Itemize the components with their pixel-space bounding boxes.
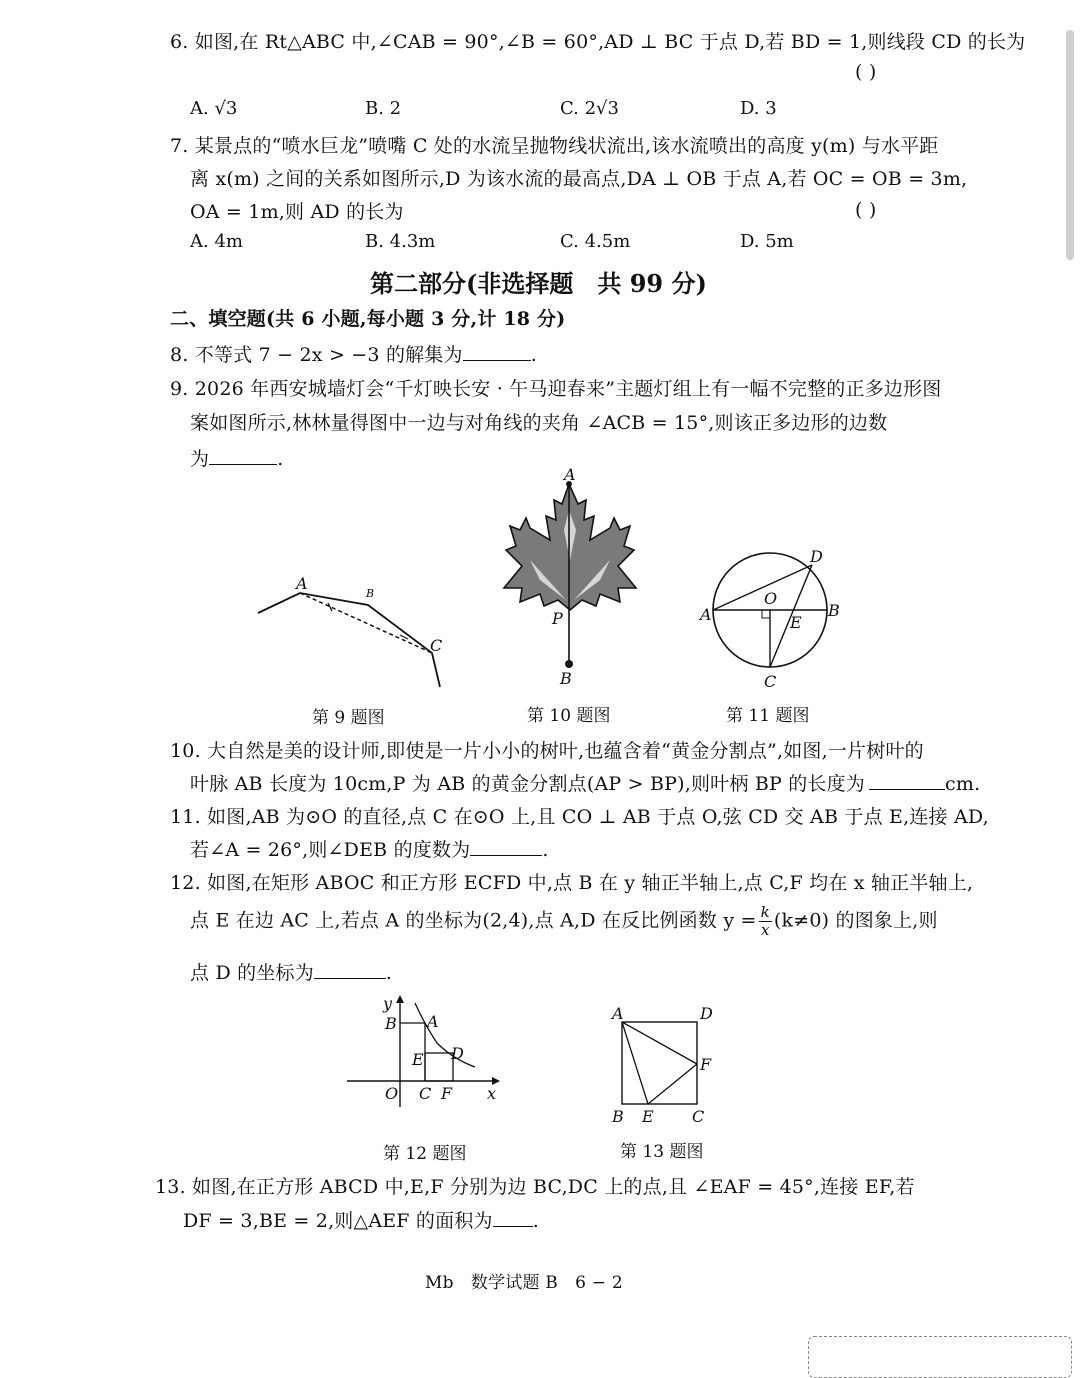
fig12-label-a: A [427, 1012, 439, 1031]
fig9-angle-mark [400, 635, 408, 639]
q11-answer-blank[interactable] [470, 839, 542, 856]
figure-11 [700, 547, 840, 691]
part2-heading: 第二部分(非选择题 共 99 分) [370, 269, 707, 298]
fig12-hyperbola [415, 1003, 475, 1067]
fig10-caption: 第 10 题图 [527, 706, 611, 726]
q12-stem-b: (k≠0) 的图象上,则 [773, 909, 938, 932]
q9-line1: 9. 2026 年西安城墙灯会“千灯映长安 · 午马迎春来”主题灯组上有一幅不完整的正多边形图 [170, 378, 942, 400]
fig13-caption: 第 13 题图 [620, 1142, 704, 1162]
fig13-square-abcd [622, 1022, 697, 1104]
q9-line3 [190, 444, 283, 471]
q8-text [170, 340, 537, 367]
fig12-label-y: y [383, 994, 393, 1013]
q6-option-c: C. 2√3 [560, 98, 619, 119]
q12-answer-blank[interactable] [314, 962, 386, 979]
fig10-label-p: P [552, 609, 563, 628]
fig12-y-arrow [396, 995, 404, 1003]
fig12-square-ecfd [425, 1053, 453, 1081]
fig12-label-d: D [451, 1044, 464, 1063]
fig9-label-c: C [430, 636, 443, 655]
q11-stem: 若∠A = 26°,则∠DEB 的度数为 [190, 839, 471, 861]
vertical-scrollbar[interactable] [1066, 30, 1074, 260]
fig11-label-e: E [790, 613, 802, 632]
figure-13 [608, 1002, 723, 1127]
q8-answer-blank[interactable] [463, 344, 531, 361]
q7-option-c: C. 4.5m [560, 231, 631, 252]
fig12-label-f: F [441, 1084, 453, 1103]
fig9-diagonal [300, 593, 432, 653]
q10-line2 [190, 769, 980, 796]
fig9-label-b-partial: B [366, 587, 375, 600]
fig12-label-o: O [385, 1084, 399, 1103]
fig12-label-e: E [412, 1050, 424, 1069]
section2-heading: 二、填空题(共 6 小题,每小题 3 分,计 18 分) [170, 308, 566, 330]
fig9-polygon-edges [258, 593, 443, 687]
fig11-label-d: D [810, 547, 823, 566]
fig13-label-f: F [700, 1055, 712, 1074]
q8-end: . [530, 344, 537, 366]
fig13-label-a: A [612, 1004, 624, 1023]
fig12-caption: 第 12 题图 [383, 1144, 467, 1164]
q7-line2: 离 x(m) 之间的关系如图所示,D 为该水流的最高点,DA ⊥ OB 于点 A,若 OC = OB = 3m, [190, 168, 968, 190]
fig9-label-a: A [296, 574, 308, 593]
q13-line2 [183, 1206, 539, 1233]
q13-stem: DF = 3,BE = 2,则△AEF 的面积为 [183, 1210, 493, 1232]
fig13-label-b: B [612, 1107, 624, 1126]
figure-10 [490, 465, 650, 690]
q7-line3: OA = 1m,则 AD 的长为 [190, 201, 404, 223]
q12-frac-num: k [760, 903, 770, 921]
fig13-label-c: C [692, 1107, 705, 1126]
q9-stem: 为 [190, 448, 210, 470]
page-footer: Mb 数学试题 B 6 − 2 [425, 1273, 623, 1293]
q12-stem-c: 点 D 的坐标为 [190, 962, 314, 984]
fig12-label-b: B [385, 1014, 397, 1033]
q6-option-d: D. 3 [740, 98, 777, 119]
fig11-label-b: B [828, 601, 840, 620]
q7-option-b: B. 4.3m [365, 231, 436, 252]
q9-answer-blank[interactable] [209, 448, 277, 465]
q10-line1: 10. 大自然是美的设计师,即使是一片小小的树叶,也蕴含着“黄金分割点”,如图,一片树叶的 [170, 740, 924, 762]
q11-line1: 11. 如图,AB 为⊙O 的直径,点 C 在⊙O 上,且 CO ⊥ AB 于点 O,弦 CD 交 AB 于点 E,连接 AD, [170, 806, 989, 828]
q12-fraction [759, 904, 772, 939]
q13-end: . [532, 1210, 539, 1232]
q7-line1: 7. 某景点的“喷水巨龙”喷嘴 C 处的水流呈抛物线状流出,该水流喷出的高度 y(m) 与水平距 [170, 135, 939, 157]
dashed-box [808, 1336, 1072, 1378]
q9-end: . [277, 448, 284, 470]
fig13-label-d: D [700, 1004, 713, 1023]
q8-stem: 8. 不等式 7 − 2x > −3 的解集为 [170, 344, 463, 366]
q10-answer-blank[interactable] [869, 773, 945, 790]
fig11-caption: 第 11 题图 [726, 706, 810, 726]
q11-end: . [542, 839, 549, 861]
q12-line3 [190, 958, 392, 985]
fig12-label-c: C [419, 1084, 432, 1103]
q12-line1: 12. 如图,在矩形 ABOC 和正方形 ECFD 中,点 B 在 y 轴正半轴上,点 C,F 均在 x 轴正半轴上, [170, 872, 974, 894]
fig13-segment-ef [648, 1064, 697, 1104]
fig13-label-e: E [642, 1107, 654, 1126]
q13-line1: 13. 如图,在正方形 ABCD 中,E,F 分别为边 BC,DC 上的点,且 ∠EAF = 45°,连接 EF,若 [155, 1176, 915, 1198]
fig10-label-b: B [560, 669, 572, 688]
fig11-label-o: O [764, 589, 778, 608]
q6-option-a: A. √3 [190, 98, 238, 119]
q10-end: cm. [945, 773, 981, 795]
fig9-tick [328, 603, 332, 611]
q9-line2: 案如图所示,林林量得图中一边与对角线的夹角 ∠ACB = 15°,则该正多边形的边数 [190, 412, 888, 434]
q7-answer-paren: ( ) [855, 199, 877, 221]
q12-frac-den: x [760, 921, 770, 939]
fig10-point-b [565, 660, 573, 668]
fig9-caption: 第 9 题图 [312, 708, 385, 728]
fig11-right-angle [762, 610, 770, 618]
figure-12 [345, 995, 510, 1110]
q12-line2 [190, 904, 938, 939]
q7-option-a: A. 4m [190, 231, 243, 252]
figure-9 [250, 575, 450, 695]
fig11-label-a: A [700, 605, 712, 624]
q6-answer-paren: ( ) [855, 61, 877, 83]
fig10-label-a: A [564, 465, 576, 484]
q6-line1: 6. 如图,在 Rt△ABC 中,∠CAB = 90°,∠B = 60°,AD ⊥ BC 于点 D,若 BD = 1,则线段 CD 的长为 [170, 31, 1026, 53]
fig12-label-x: x [487, 1084, 497, 1103]
q7-option-d: D. 5m [740, 231, 794, 252]
q13-answer-blank[interactable] [493, 1210, 533, 1227]
q12-end: . [385, 962, 393, 984]
fig11-label-c: C [764, 672, 777, 691]
q6-option-b: B. 2 [365, 98, 402, 119]
q12-stem-a: 点 E 在边 AC 上,若点 A 的坐标为(2,4),点 A,D 在反比例函数 y = [190, 909, 757, 932]
q11-line2 [190, 835, 549, 862]
q10-stem: 叶脉 AB 长度为 10cm,P 为 AB 的黄金分割点(AP > BP),则叶柄 BP 的长度为 [190, 773, 866, 795]
